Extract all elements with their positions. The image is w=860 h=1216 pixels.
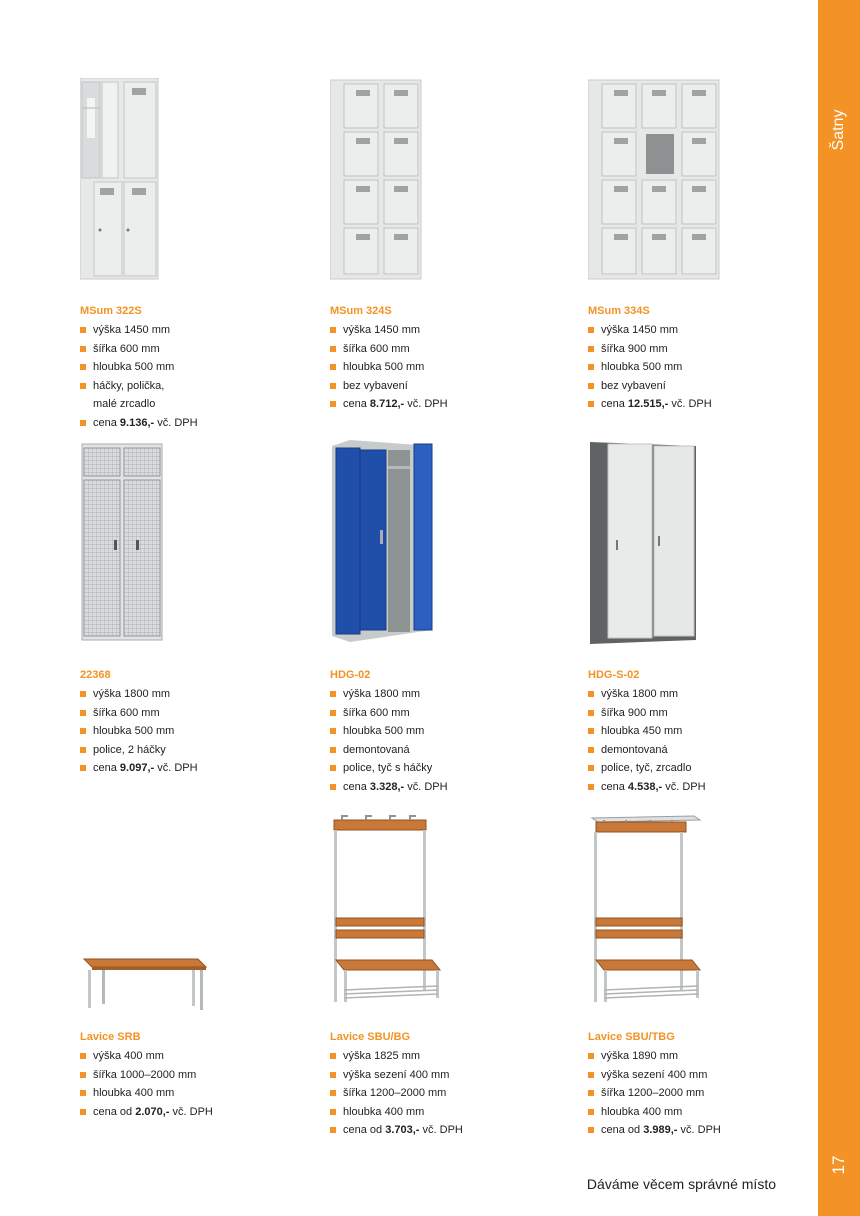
product-name: Lavice SBU/BG xyxy=(330,1031,411,1043)
gray-locker-image xyxy=(588,440,700,646)
product-lavice-sbu-tbg xyxy=(588,814,788,1140)
price-item: cena od 3.703,- vč. DPH xyxy=(330,1121,530,1140)
price-item: cena od 3.989,- vč. DPH xyxy=(588,1121,788,1140)
sidebar-band xyxy=(818,0,860,1216)
product-name: MSum 324S xyxy=(330,305,392,317)
product-hdg-s-02 xyxy=(588,440,788,797)
product-name: Lavice SBU/TBG xyxy=(588,1031,675,1043)
locker-image xyxy=(80,78,160,280)
spec-item: police, 2 háčky xyxy=(80,741,280,760)
product-name: Lavice SRB xyxy=(80,1031,141,1043)
price-item: cena 9.097,- vč. DPH xyxy=(80,759,280,778)
product-msum-334s xyxy=(588,78,788,414)
price-item: cena 3.328,- vč. DPH xyxy=(330,778,530,797)
spec-item: šířka 600 mm xyxy=(80,340,280,359)
product-name: MSum 322S xyxy=(80,305,142,317)
product-image xyxy=(80,955,280,1030)
footer-slogan: Dáváme věcem správné místo xyxy=(586,1176,776,1192)
product-image xyxy=(588,78,788,304)
spec-item: výška 400 mm xyxy=(80,1047,280,1066)
bench-image xyxy=(80,955,208,1011)
product-image xyxy=(80,78,280,304)
product-image xyxy=(330,814,530,1030)
product-image xyxy=(330,78,530,304)
product-image xyxy=(330,440,530,668)
product-name: MSum 334S xyxy=(588,305,650,317)
product-image xyxy=(80,440,280,668)
locker-image xyxy=(330,78,422,280)
spec-item: hloubka 500 mm xyxy=(80,358,280,377)
mesh-locker-image xyxy=(80,440,164,644)
spec-item: výška 1800 mm xyxy=(588,685,788,704)
price-item: cena 9.136,- vč. DPH xyxy=(80,414,280,433)
spec-item: výška 1800 mm xyxy=(80,685,280,704)
spec-list xyxy=(588,685,788,797)
spec-item: šířka 600 mm xyxy=(80,704,280,723)
product-image xyxy=(588,440,788,668)
bench-with-rack-image xyxy=(330,814,446,1010)
blue-locker-image xyxy=(330,440,434,644)
product-name: HDG-02 xyxy=(330,669,371,681)
spec-item: police, tyč s háčky xyxy=(330,759,530,778)
spec-item: šířka 1200–2000 mm xyxy=(330,1084,530,1103)
spec-item: šířka 900 mm xyxy=(588,340,788,359)
price-item: cena 12.515,- vč. DPH xyxy=(588,395,788,414)
spec-item: výška 1825 mm xyxy=(330,1047,530,1066)
product-lavice-srb xyxy=(80,955,280,1121)
spec-item: demontovaná xyxy=(330,741,530,760)
product-msum-324s xyxy=(330,78,530,414)
spec-item: výška 1800 mm xyxy=(330,685,530,704)
spec-list xyxy=(330,685,530,797)
spec-item: výška sezení 400 mm xyxy=(588,1066,788,1085)
spec-item: šířka 600 mm xyxy=(330,704,530,723)
spec-item: demontovaná xyxy=(588,741,788,760)
spec-item: šířka 1200–2000 mm xyxy=(588,1084,788,1103)
spec-list xyxy=(80,321,280,433)
product-lavice-sbu-bg xyxy=(330,814,530,1140)
product-name: 22368 xyxy=(80,669,111,681)
price-item: cena 8.712,- vč. DPH xyxy=(330,395,530,414)
spec-item: bez vybavení xyxy=(588,377,788,396)
product-hdg-02 xyxy=(330,440,530,797)
spec-item: výška 1890 mm xyxy=(588,1047,788,1066)
spec-item: hloubka 450 mm xyxy=(588,722,788,741)
spec-item: šířka 1000–2000 mm xyxy=(80,1066,280,1085)
spec-item: háčky, polička, malé zrcadlo xyxy=(80,377,280,414)
bench-with-shelf-rack-image xyxy=(588,814,704,1010)
section-title: Šatny xyxy=(830,109,847,151)
spec-item: hloubka 400 mm xyxy=(330,1103,530,1122)
spec-list xyxy=(330,1047,530,1140)
spec-list xyxy=(588,1047,788,1140)
price-item: cena od 2.070,- vč. DPH xyxy=(80,1103,280,1122)
spec-list xyxy=(588,321,788,414)
spec-item: hloubka 400 mm xyxy=(80,1084,280,1103)
spec-item: police, tyč, zrcadlo xyxy=(588,759,788,778)
price-item: cena 4.538,- vč. DPH xyxy=(588,778,788,797)
product-22368 xyxy=(80,440,280,778)
spec-item: výška sezení 400 mm xyxy=(330,1066,530,1085)
spec-item: šířka 600 mm xyxy=(330,340,530,359)
page-number: 17 xyxy=(829,1155,848,1175)
spec-item: výška 1450 mm xyxy=(588,321,788,340)
spec-list xyxy=(80,685,280,778)
spec-item: bez vybavení xyxy=(330,377,530,396)
product-msum-322s xyxy=(80,78,280,433)
spec-item: hloubka 500 mm xyxy=(330,722,530,741)
spec-item: výška 1450 mm xyxy=(330,321,530,340)
locker-image xyxy=(588,78,720,280)
product-image xyxy=(588,814,788,1030)
spec-list xyxy=(330,321,530,414)
spec-item: výška 1450 mm xyxy=(80,321,280,340)
spec-list xyxy=(80,1047,280,1121)
product-name: HDG-S-02 xyxy=(588,669,640,681)
spec-item: hloubka 500 mm xyxy=(80,722,280,741)
spec-item: hloubka 500 mm xyxy=(588,358,788,377)
spec-item: šířka 900 mm xyxy=(588,704,788,723)
spec-item: hloubka 400 mm xyxy=(588,1103,788,1122)
spec-item: hloubka 500 mm xyxy=(330,358,530,377)
